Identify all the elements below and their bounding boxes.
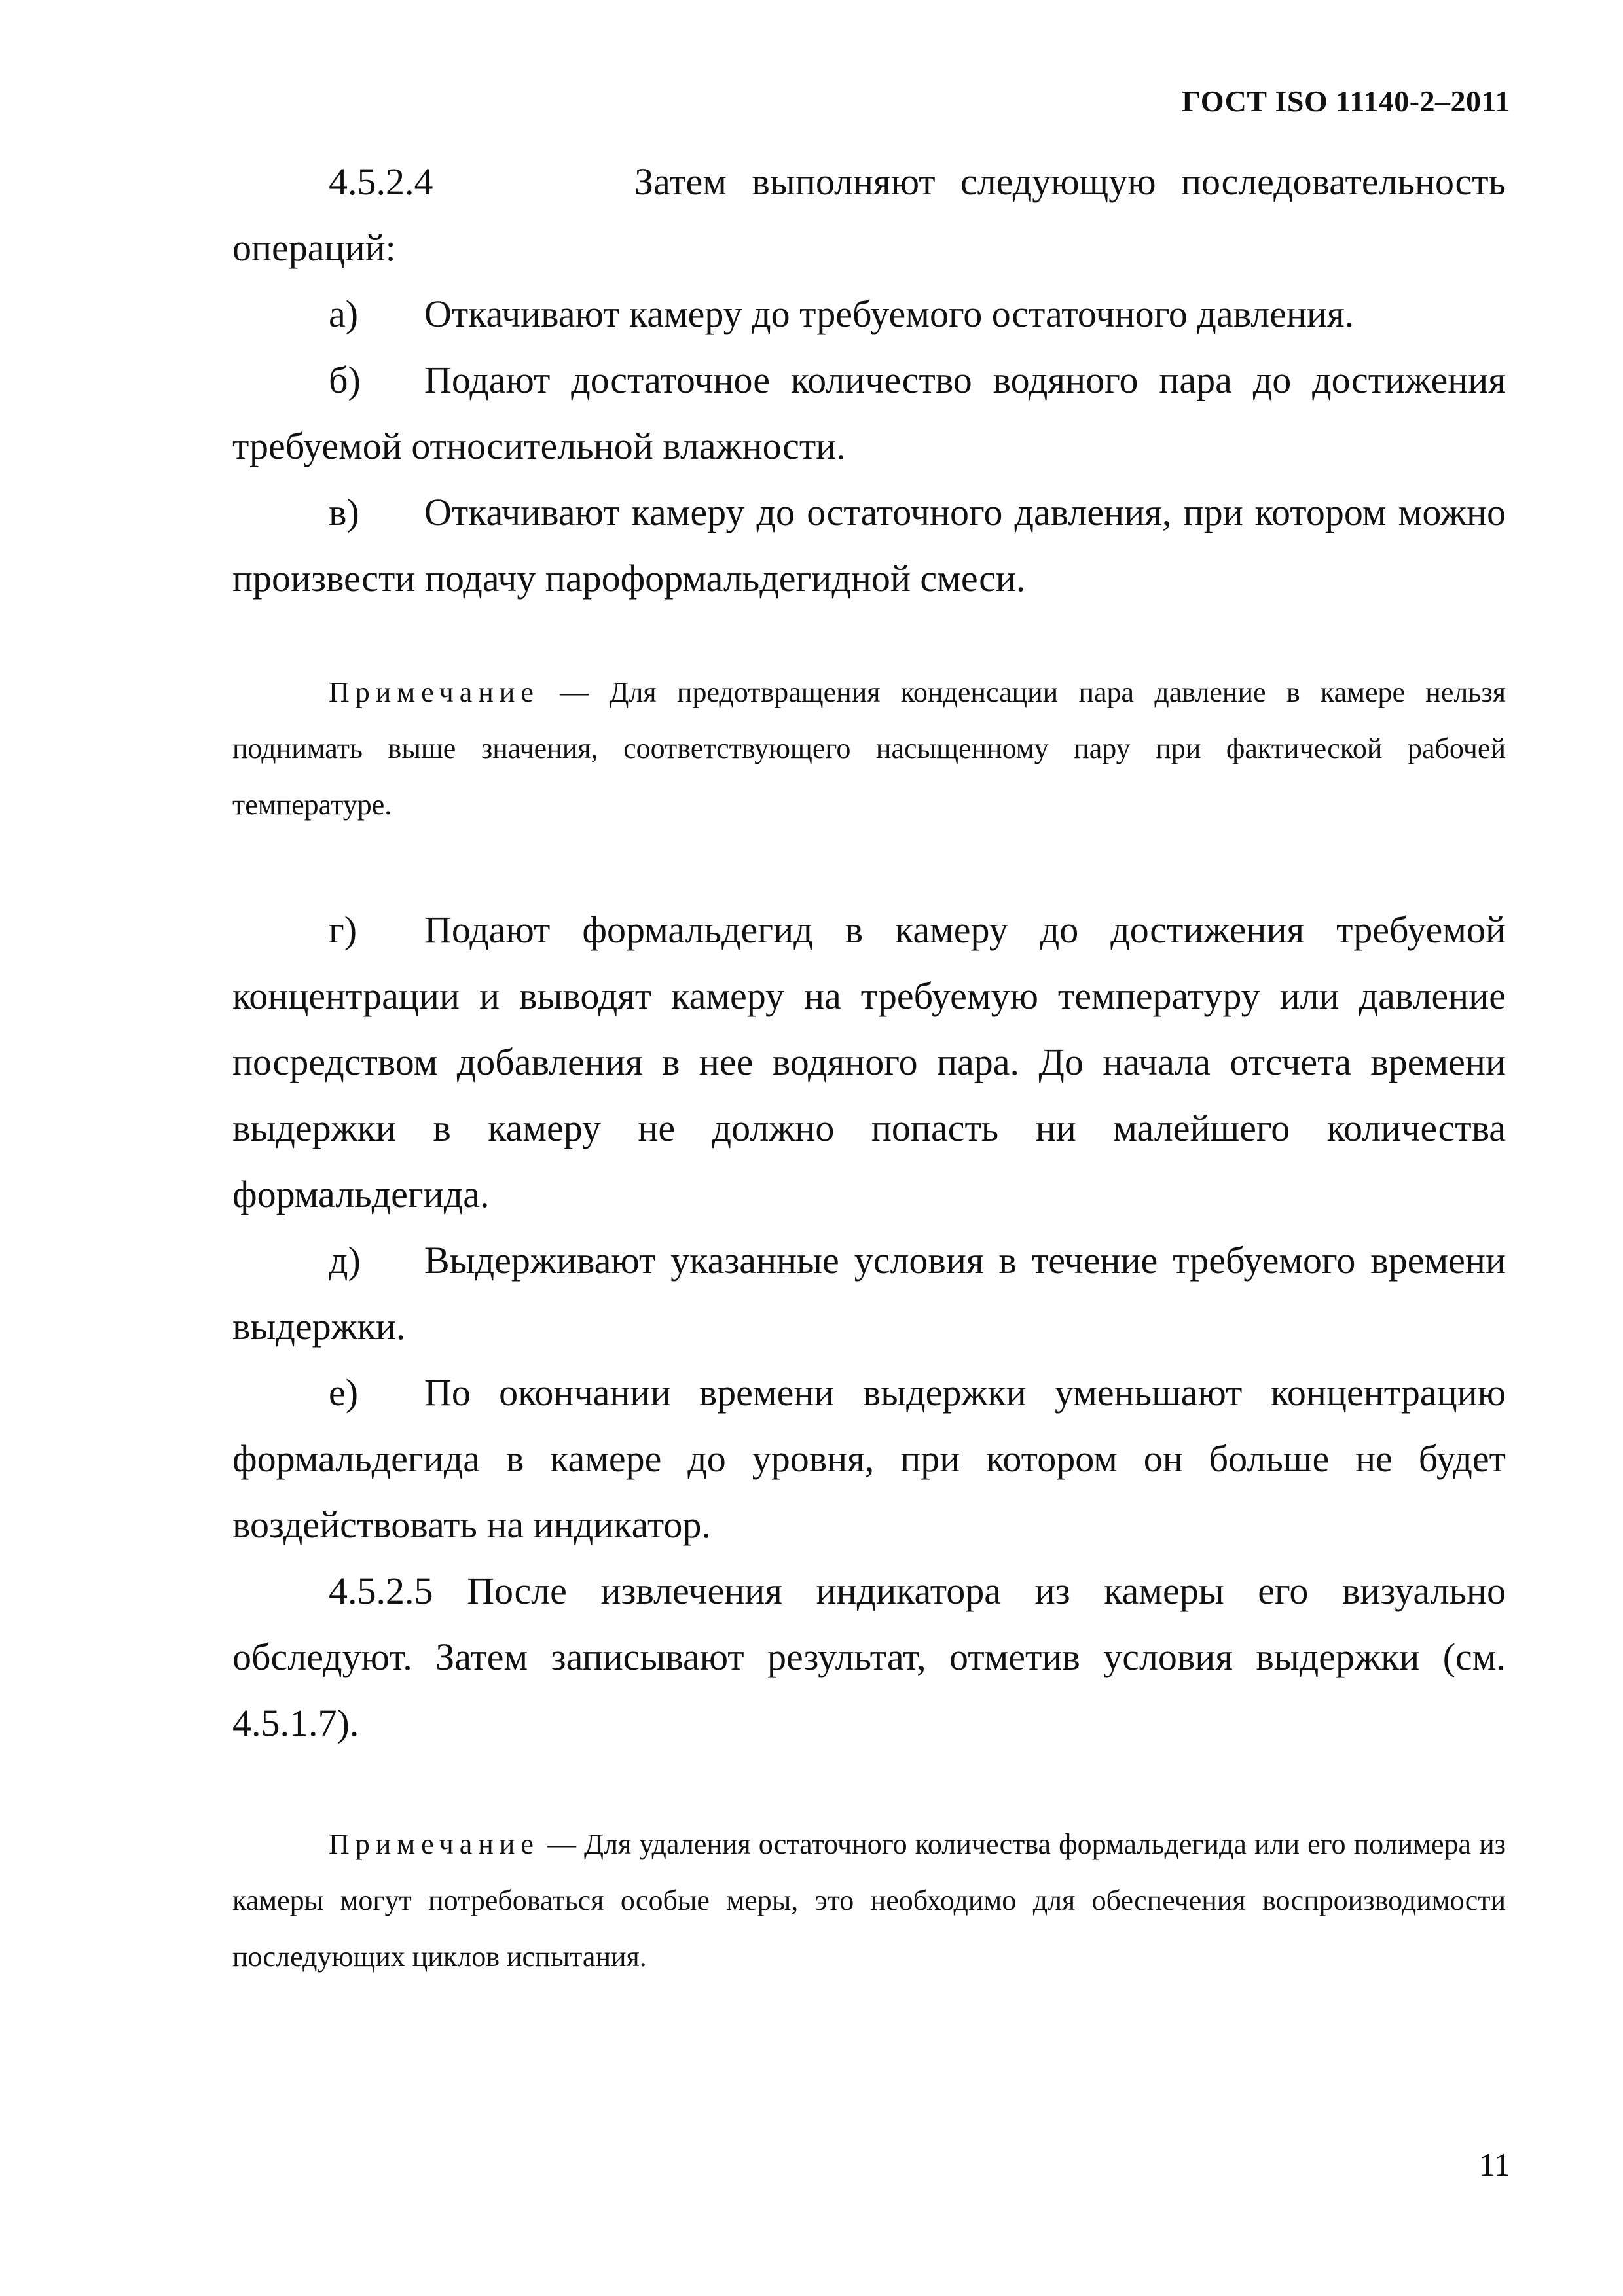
list-item-g <box>232 897 1506 1227</box>
list-item-v <box>232 479 1506 611</box>
note-text: Для удаления остаточного количества формальдегида или его полимера из камеры могут потребоваться особые меры, это необходимо для обеспечения воспроизводимости последующих циклов испытания. <box>232 1828 1506 1973</box>
document-code-header: ГОСТ ISO 11140-2–2011 <box>1182 84 1510 118</box>
list-marker: б) <box>329 359 361 401</box>
list-marker: е) <box>329 1371 359 1414</box>
list-marker: г) <box>329 908 357 951</box>
list-item-text: Подают достаточное количество водяного пара до достижения требуемой относительной влажности. <box>232 359 1506 467</box>
list-marker: д) <box>329 1239 361 1282</box>
list-item-text: Подают формальдегид в камеру до достижения требуемой концентрации и выводят камеру на требуемую температуру или давление посредством добавления в нее водяного пара. До начала отсчета времени выдержки в камеру не должно попасть ни малейшего количества формальдегида. <box>232 908 1506 1215</box>
list-item-text: Выдерживают указанные условия в течение требуемого времени выдержки. <box>232 1239 1506 1348</box>
list-marker: а) <box>329 293 359 335</box>
list-item-e <box>232 1359 1506 1558</box>
note-label: Примечание <box>329 676 539 708</box>
note-label: Примечание <box>329 1828 539 1860</box>
section-number: 4.5.2.5 <box>329 1570 433 1612</box>
section-4-5-2-4 <box>232 149 1506 611</box>
section-intro-text: Затем выполняют следующую последовательность операций: <box>232 160 1506 269</box>
section-text: После извлечения индикатора из камеры его визуально обследуют. Затем записывают результат, отметив условия выдержки (см. 4.5.1.7). <box>232 1570 1506 1744</box>
list-item-text: Откачивают камеру до требуемого остаточного давления. <box>424 293 1355 335</box>
section-intro-paragraph <box>232 149 1506 281</box>
note-dash: — <box>560 676 589 708</box>
note-1 <box>232 664 1506 833</box>
list-item-text: Откачивают камеру до остаточного давления, при котором можно произвести подачу пароформальдегидной смеси. <box>232 491 1506 600</box>
note-2 <box>232 1816 1506 1985</box>
page-number: 11 <box>1478 2146 1510 2183</box>
list-item-d <box>232 1227 1506 1359</box>
note-text: Для предотвращения конденсации пара давление в камере нельзя поднимать выше значения, соответствующего насыщенному пару при фактической рабочей температуре. <box>232 676 1506 821</box>
list-item-b <box>232 347 1506 479</box>
section-number: 4.5.2.4 <box>329 160 433 203</box>
section-4-5-2-5 <box>232 1558 1506 1756</box>
list-continued <box>232 897 1506 1756</box>
list-item-text: По окончании времени выдержки уменьшают концентрацию формальдегида в камере до уровня, при котором он больше не будет воздействовать на индикатор. <box>232 1371 1506 1546</box>
list-marker: в) <box>329 491 359 533</box>
list-item-a <box>232 281 1506 347</box>
note-dash: — <box>547 1828 576 1860</box>
